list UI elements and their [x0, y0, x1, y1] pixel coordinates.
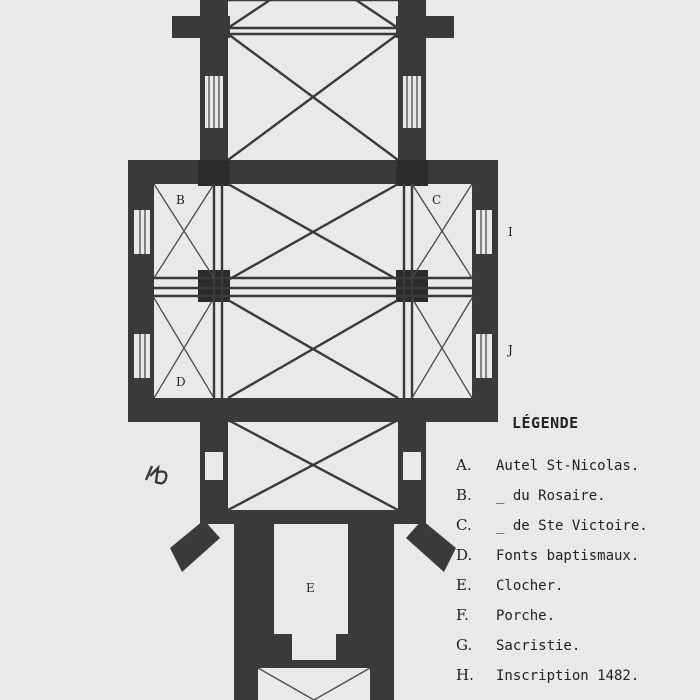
legend-entry: [456, 576, 563, 600]
plan-label-i: I: [508, 225, 513, 239]
legend-text: _ de Ste Victoire.: [496, 518, 648, 534]
legend-entry: [456, 516, 648, 540]
legend-entry: [456, 456, 639, 480]
legend-title: LÉGENDE: [512, 414, 579, 432]
plan-label-j: J: [508, 343, 513, 357]
legend-entry: [456, 606, 555, 630]
legend-key: C.: [456, 516, 472, 534]
legend-entry: [456, 636, 580, 660]
legend-key: H.: [456, 666, 474, 684]
plan-label-e: E: [306, 581, 315, 595]
bell-tower: [234, 520, 394, 700]
legend-text: Autel St-Nicolas.: [496, 458, 640, 474]
plan-label-c: C: [432, 193, 442, 207]
legend-text: Sacristie.: [496, 638, 581, 654]
legend-entry: [456, 486, 606, 510]
choir-walls: [172, 0, 454, 170]
plan-label-b: B: [176, 193, 185, 207]
handwritten-mark: [146, 466, 166, 483]
legend-text: Fonts baptismaux.: [496, 548, 640, 564]
legend-entry: [456, 546, 639, 570]
legend-key: F.: [456, 606, 469, 624]
legend-entry: [456, 666, 639, 690]
legend-key: E.: [456, 576, 472, 594]
legend-key: D.: [456, 546, 473, 564]
legend-key: G.: [456, 636, 473, 654]
legend-text: Inscription 1482.: [496, 668, 640, 684]
plan-label-d: D: [176, 375, 186, 389]
legend-text: _ du Rosaire.: [496, 488, 606, 504]
legend-text: Porche.: [496, 608, 556, 624]
legend-key: B.: [456, 486, 472, 504]
legend-key: A.: [456, 456, 472, 474]
legend-text: Clocher.: [496, 578, 564, 594]
